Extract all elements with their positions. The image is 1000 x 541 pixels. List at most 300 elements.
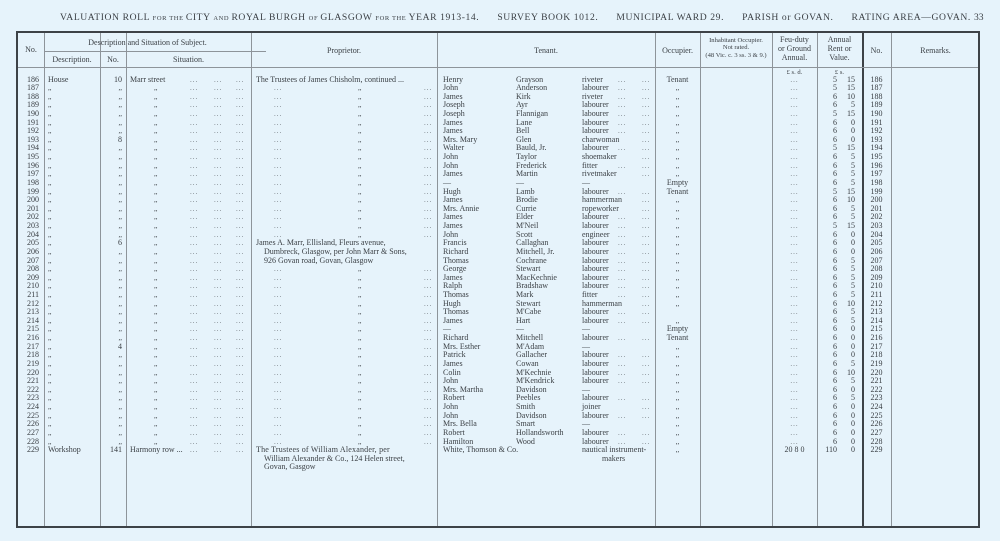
tenant-surname: Bauld, Jr. bbox=[516, 143, 547, 153]
leader-dots: ... bbox=[642, 299, 651, 308]
tenant-first-name: James bbox=[443, 117, 463, 127]
tenant-surname: — bbox=[516, 324, 524, 334]
tenant-first-name: — bbox=[443, 324, 451, 334]
feu-duty: ... bbox=[790, 170, 799, 179]
situation: ,, bbox=[154, 403, 158, 412]
leader-dots: ... bbox=[214, 420, 223, 429]
leader-dots: ... bbox=[190, 299, 199, 308]
row-number-right: 223 bbox=[870, 393, 883, 403]
rent-pounds: 6 bbox=[833, 350, 837, 360]
leader-dots: ... bbox=[618, 316, 627, 325]
leader-dots: ... bbox=[236, 428, 245, 437]
leader-dots: ... bbox=[274, 118, 283, 127]
row-number: 207 bbox=[27, 255, 39, 265]
row-number-right: 213 bbox=[870, 307, 883, 317]
occupier: ,, bbox=[675, 265, 680, 274]
leader-dots: ... bbox=[618, 109, 627, 118]
house-number: ,, bbox=[118, 291, 122, 299]
occupier: ,, bbox=[675, 359, 680, 368]
leader-dots: ... bbox=[274, 265, 283, 274]
leader-dots: ... bbox=[214, 75, 223, 84]
tenant-surname: Stewart bbox=[516, 264, 541, 274]
rent-pounds: 6 bbox=[833, 307, 837, 317]
title-fragment: YEAR 1913-14. bbox=[408, 12, 480, 23]
leader-dots: ... bbox=[190, 101, 199, 110]
tenant-surname: Currie bbox=[516, 203, 537, 213]
description: ,, bbox=[48, 153, 52, 162]
row-number-right: 228 bbox=[870, 436, 883, 446]
description: ,, bbox=[48, 256, 52, 265]
feu-duty: ... bbox=[790, 282, 799, 291]
tenant-surname: Mark bbox=[516, 290, 534, 299]
tenant-surname: M'Adam bbox=[516, 341, 545, 351]
proprietor-continuation: Govan, Gasgow bbox=[264, 462, 316, 472]
tenant-occupation: labourer bbox=[582, 221, 609, 231]
leader-dots: ... bbox=[236, 411, 245, 420]
row-number-right: 200 bbox=[870, 195, 883, 205]
house-number: ,, bbox=[118, 299, 122, 308]
feu-duty: 20 8 0 bbox=[784, 445, 805, 455]
title-fragment: FOR THE bbox=[152, 15, 186, 22]
house-number: ,, bbox=[118, 256, 122, 265]
leader-dots: ... bbox=[214, 213, 223, 222]
tenant-surname: M'Kendrick bbox=[516, 376, 555, 386]
rent-shillings: 5 bbox=[851, 160, 855, 170]
rent-pounds: 6 bbox=[833, 427, 837, 437]
description: ,, bbox=[48, 178, 52, 187]
leader-dots: ... bbox=[424, 101, 433, 110]
proprietor: ,, bbox=[358, 135, 362, 144]
house-number: ,, bbox=[118, 265, 122, 274]
leader-dots: ... bbox=[274, 127, 283, 136]
tenant-first-name: James bbox=[443, 212, 463, 222]
leader-dots: ... bbox=[618, 282, 627, 291]
house-number: ,, bbox=[118, 316, 122, 325]
proprietor: ,, bbox=[358, 170, 362, 179]
feu-duty: ... bbox=[790, 351, 799, 360]
rent-shillings: 5 bbox=[851, 281, 855, 291]
occupier: ,, bbox=[675, 101, 680, 110]
situation: ,, bbox=[154, 437, 158, 446]
tenant-occupation: labourer bbox=[582, 117, 609, 127]
row-number: 204 bbox=[27, 229, 39, 239]
leader-dots: ... bbox=[236, 334, 245, 343]
rent-shillings: 0 bbox=[851, 117, 855, 127]
leader-dots: ... bbox=[236, 230, 245, 239]
row-number-right: 197 bbox=[870, 169, 883, 179]
municipal-ward: MUNICIPAL WARD 29. bbox=[616, 12, 725, 23]
rent-shillings: 10 bbox=[847, 298, 855, 308]
description: ,, bbox=[48, 161, 52, 170]
occupier: ,, bbox=[675, 109, 680, 118]
description: ,, bbox=[48, 437, 52, 446]
rent-pounds: 110 bbox=[825, 445, 837, 455]
leader-dots: ... bbox=[642, 222, 651, 231]
leader-dots: ... bbox=[642, 144, 651, 153]
proprietor: ,, bbox=[358, 291, 362, 299]
occupier: ,, bbox=[675, 446, 680, 455]
occupier: ,, bbox=[675, 135, 680, 144]
rent-shillings: 5 bbox=[851, 100, 855, 110]
rent-shillings: 5 bbox=[851, 169, 855, 179]
leader-dots: ... bbox=[214, 187, 223, 196]
leader-dots: ... bbox=[190, 316, 199, 325]
leader-dots: ... bbox=[618, 351, 627, 360]
description: House bbox=[48, 74, 69, 84]
row-number-right: 229 bbox=[870, 445, 883, 455]
tenant-surname: MacKechnie bbox=[516, 272, 557, 282]
header-feu-line: Annual. bbox=[781, 53, 808, 62]
header-description: Description. bbox=[52, 55, 92, 64]
occupier: ,, bbox=[675, 351, 680, 360]
rent-shillings: 15 bbox=[847, 221, 855, 231]
occupier: Empty bbox=[666, 177, 689, 187]
header-sub-no: No. bbox=[107, 55, 119, 64]
leader-dots: ... bbox=[214, 178, 223, 187]
leader-dots: ... bbox=[274, 282, 283, 291]
tenant-first-name: John bbox=[443, 410, 459, 420]
description: ,, bbox=[48, 84, 52, 93]
tenant-first-name: John bbox=[443, 83, 459, 93]
feu-duty: ... bbox=[790, 428, 799, 437]
leader-dots: ... bbox=[214, 394, 223, 403]
occupier: ,, bbox=[675, 403, 680, 412]
leader-dots: ... bbox=[236, 316, 245, 325]
situation: ,, bbox=[154, 342, 158, 351]
row-number: 211 bbox=[27, 290, 39, 299]
tenant-occupation: labourer bbox=[582, 272, 609, 282]
description: ,, bbox=[48, 187, 52, 196]
row-number: 188 bbox=[27, 91, 39, 101]
house-number: ,, bbox=[118, 84, 122, 93]
leader-dots: ... bbox=[214, 239, 223, 248]
leader-dots: ... bbox=[274, 273, 283, 282]
leader-dots: ... bbox=[214, 161, 223, 170]
rent-shillings: 0 bbox=[851, 246, 855, 256]
leader-dots: ... bbox=[214, 308, 223, 317]
leader-dots: ... bbox=[274, 92, 283, 101]
tenant-occupation: nautical instrument- bbox=[582, 445, 647, 455]
situation: ,, bbox=[154, 368, 158, 377]
proprietor: ,, bbox=[358, 222, 362, 231]
rent-pounds: 6 bbox=[833, 91, 837, 101]
leader-dots: ... bbox=[618, 247, 627, 256]
header-inhabitant-line: (48 Vic. c. 3 ss. 3 & 9.) bbox=[705, 51, 767, 59]
leader-dots: ... bbox=[214, 273, 223, 282]
feu-duty: ... bbox=[790, 161, 799, 170]
leader-dots: ... bbox=[274, 411, 283, 420]
leader-dots: ... bbox=[424, 359, 433, 368]
tenant-first-name: James bbox=[443, 315, 463, 325]
proprietor: ,, bbox=[358, 411, 362, 420]
house-number: 6 bbox=[118, 238, 122, 248]
proprietor: ,, bbox=[358, 377, 362, 386]
leader-dots: ... bbox=[190, 359, 199, 368]
leader-dots: ... bbox=[424, 222, 433, 231]
leader-dots: ... bbox=[274, 334, 283, 343]
description: ,, bbox=[48, 420, 52, 429]
rent-shillings: 15 bbox=[847, 74, 855, 84]
leader-dots: ... bbox=[236, 213, 245, 222]
leader-dots: ... bbox=[642, 437, 651, 446]
tenant-first-name: Richard bbox=[443, 246, 469, 256]
leader-dots: ... bbox=[424, 161, 433, 170]
leader-dots: ... bbox=[190, 230, 199, 239]
row-number: 197 bbox=[27, 169, 39, 179]
tenant-first-name: Thomas bbox=[443, 290, 469, 299]
row-number-right: 209 bbox=[870, 272, 883, 282]
tenant-surname: Elder bbox=[516, 212, 534, 222]
feu-duty: ... bbox=[790, 135, 799, 144]
row-number: 191 bbox=[27, 117, 39, 127]
leader-dots: ... bbox=[618, 213, 627, 222]
header-rent-line: Annual bbox=[827, 35, 852, 44]
leader-dots: ... bbox=[274, 213, 283, 222]
proprietor: ,, bbox=[358, 92, 362, 101]
row-number: 215 bbox=[27, 324, 39, 334]
leader-dots: ... bbox=[274, 161, 283, 170]
description: Workshop bbox=[48, 445, 81, 455]
leader-dots: ... bbox=[236, 222, 245, 231]
feu-duty: ... bbox=[790, 222, 799, 231]
leader-dots: ... bbox=[190, 196, 199, 205]
leader-dots: ... bbox=[274, 101, 283, 110]
row-number-right: 208 bbox=[870, 264, 883, 274]
leader-dots: ... bbox=[190, 75, 199, 84]
leader-dots: ... bbox=[236, 187, 245, 196]
row-number-right: 189 bbox=[870, 100, 883, 110]
situation: ,, bbox=[154, 308, 158, 317]
leader-dots: ... bbox=[274, 368, 283, 377]
leader-dots: ... bbox=[618, 411, 627, 420]
row-number-right: 210 bbox=[870, 281, 883, 291]
feu-duty: ... bbox=[790, 239, 799, 248]
row-number: 200 bbox=[27, 195, 39, 205]
leader-dots: ... bbox=[274, 316, 283, 325]
row-number: 213 bbox=[27, 307, 39, 317]
rent-pounds: 6 bbox=[833, 376, 837, 386]
house-number: 8 bbox=[118, 134, 122, 144]
situation: ,, bbox=[154, 161, 158, 170]
description: ,, bbox=[48, 92, 52, 101]
tenant-occupation: labourer bbox=[582, 238, 609, 248]
leader-dots: ... bbox=[236, 446, 245, 455]
leader-dots: ... bbox=[642, 84, 651, 93]
rent-shillings: 5 bbox=[851, 376, 855, 386]
leader-dots: ... bbox=[642, 377, 651, 386]
header-remarks: Remarks. bbox=[920, 46, 951, 55]
tenant-surname: M'Neil bbox=[516, 221, 539, 231]
feu-duty: ... bbox=[790, 385, 799, 394]
leader-dots: ... bbox=[214, 437, 223, 446]
leader-dots: ... bbox=[214, 135, 223, 144]
leader-dots: ... bbox=[214, 359, 223, 368]
house-number: ,, bbox=[118, 187, 122, 196]
tenant-occupation: — bbox=[582, 324, 590, 334]
tenant-surname: Gallacher bbox=[516, 350, 548, 360]
tenant-first-name: John bbox=[443, 229, 459, 239]
rent-pounds: 6 bbox=[833, 419, 837, 429]
occupier: ,, bbox=[675, 316, 680, 325]
proprietor: ,, bbox=[358, 299, 362, 308]
description: ,, bbox=[48, 385, 52, 394]
leader-dots: ... bbox=[424, 196, 433, 205]
occupier: ,, bbox=[675, 230, 680, 239]
leader-dots: ... bbox=[236, 403, 245, 412]
house-number: ,, bbox=[118, 178, 122, 187]
tenant-occupation: hammerman bbox=[582, 298, 622, 308]
leader-dots: ... bbox=[642, 153, 651, 162]
header-rent-units: £ s. bbox=[834, 69, 845, 76]
leader-dots: ... bbox=[618, 230, 627, 239]
leader-dots: ... bbox=[642, 291, 651, 299]
leader-dots: ... bbox=[214, 342, 223, 351]
leader-dots: ... bbox=[214, 170, 223, 179]
tenant-first-name: James bbox=[443, 358, 463, 368]
description: ,, bbox=[48, 351, 52, 360]
leader-dots: ... bbox=[190, 247, 199, 256]
proprietor: ,, bbox=[358, 316, 362, 325]
survey-book: SURVEY BOOK 1012. bbox=[497, 12, 599, 23]
situation: ,, bbox=[154, 187, 158, 196]
leader-dots: ... bbox=[190, 187, 199, 196]
rent-pounds: 6 bbox=[833, 358, 837, 368]
tenant-surname: Glen bbox=[516, 134, 532, 144]
tenant-surname: Hart bbox=[516, 315, 531, 325]
row-number: 205 bbox=[27, 238, 39, 248]
header-feu-duty bbox=[772, 35, 817, 62]
occupier: Empty bbox=[666, 324, 689, 334]
house-number: ,, bbox=[118, 92, 122, 101]
feu-duty: ... bbox=[790, 265, 799, 274]
tenant-occupation: — bbox=[582, 177, 590, 187]
leader-dots: ... bbox=[642, 109, 651, 118]
tenant-occupation: rivetmaker bbox=[582, 169, 617, 179]
leader-dots: ... bbox=[190, 144, 199, 153]
feu-duty: ... bbox=[790, 342, 799, 351]
occupier: ,, bbox=[675, 196, 680, 205]
leader-dots: ... bbox=[274, 153, 283, 162]
rent-pounds: 6 bbox=[833, 203, 837, 213]
description: ,, bbox=[48, 127, 52, 136]
tenant-first-name: Walter bbox=[443, 143, 465, 153]
leader-dots: ... bbox=[214, 247, 223, 256]
description: ,, bbox=[48, 291, 52, 299]
description: ,, bbox=[48, 325, 52, 334]
leader-dots: ... bbox=[642, 92, 651, 101]
leader-dots: ... bbox=[424, 291, 433, 299]
tenant-surname: Wood bbox=[516, 436, 535, 446]
leader-dots: ... bbox=[274, 377, 283, 386]
leader-dots: ... bbox=[190, 256, 199, 265]
header-feu-line: Feu-duty bbox=[780, 35, 809, 44]
tenant-first-name: John bbox=[443, 402, 459, 412]
proprietor: ,, bbox=[358, 230, 362, 239]
tenant-surname: Lamb bbox=[516, 186, 535, 196]
proprietor: ,, bbox=[358, 161, 362, 170]
tenant-occupation: fitter bbox=[582, 290, 598, 299]
rent-pounds: 5 bbox=[833, 74, 837, 84]
leader-dots: ... bbox=[236, 127, 245, 136]
description: ,, bbox=[48, 394, 52, 403]
rent-pounds: 6 bbox=[833, 281, 837, 291]
rent-pounds: 6 bbox=[833, 177, 837, 187]
proprietor: ,, bbox=[358, 187, 362, 196]
row-number: 223 bbox=[27, 393, 39, 403]
tenant-surname: Stewart bbox=[516, 298, 541, 308]
rent-pounds: 6 bbox=[833, 255, 837, 265]
leader-dots: ... bbox=[190, 153, 199, 162]
situation: ,, bbox=[154, 101, 158, 110]
leader-dots: ... bbox=[214, 334, 223, 343]
occupier: ,, bbox=[675, 127, 680, 136]
house-number: ,, bbox=[118, 359, 122, 368]
proprietor: ,, bbox=[358, 359, 362, 368]
occupier: ,, bbox=[675, 239, 680, 248]
tenant-first-name: Joseph bbox=[443, 100, 465, 110]
header-description-group: Description and Situation of Subject. bbox=[88, 38, 207, 47]
occupier: ,, bbox=[675, 144, 680, 153]
description: ,, bbox=[48, 334, 52, 343]
rent-pounds: 6 bbox=[833, 152, 837, 162]
leader-dots: ... bbox=[424, 187, 433, 196]
rent-shillings: 15 bbox=[847, 186, 855, 196]
leader-dots: ... bbox=[190, 437, 199, 446]
feu-duty: ... bbox=[790, 230, 799, 239]
leader-dots: ... bbox=[618, 118, 627, 127]
description: ,, bbox=[48, 342, 52, 351]
leader-dots: ... bbox=[190, 403, 199, 412]
situation: Harmony row ... bbox=[130, 445, 183, 455]
leader-dots: ... bbox=[424, 135, 433, 144]
row-number-right: 199 bbox=[870, 186, 883, 196]
rent-shillings: 0 bbox=[851, 436, 855, 446]
tenant-first-name: James bbox=[443, 195, 463, 205]
tenant-surname: Smart bbox=[516, 419, 536, 429]
header-situation: Situation. bbox=[173, 55, 204, 64]
house-number: ,, bbox=[118, 230, 122, 239]
leader-dots: ... bbox=[274, 222, 283, 231]
row-number: 212 bbox=[27, 298, 39, 308]
leader-dots: ... bbox=[274, 196, 283, 205]
proprietor: ,, bbox=[358, 420, 362, 429]
tenant-occupation: labourer bbox=[582, 358, 609, 368]
description: ,, bbox=[48, 273, 52, 282]
description: ,, bbox=[48, 144, 52, 153]
leader-dots: ... bbox=[190, 428, 199, 437]
header-rule bbox=[18, 67, 978, 68]
house-number: ,, bbox=[118, 101, 122, 110]
leader-dots: ... bbox=[190, 204, 199, 213]
row-number-right: 194 bbox=[870, 143, 883, 153]
leader-dots: ... bbox=[424, 394, 433, 403]
house-number: ,, bbox=[118, 144, 122, 153]
occupier: Tenant bbox=[666, 186, 689, 196]
house-number: ,, bbox=[118, 394, 122, 403]
house-number: ,, bbox=[118, 368, 122, 377]
leader-dots: ... bbox=[190, 334, 199, 343]
leader-dots: ... bbox=[236, 265, 245, 274]
proprietor: ,, bbox=[358, 101, 362, 110]
leader-dots: ... bbox=[190, 127, 199, 136]
leader-dots: ... bbox=[190, 213, 199, 222]
leader-dots: ... bbox=[424, 420, 433, 429]
tenant-occupation: labourer bbox=[582, 186, 609, 196]
rent-pounds: 6 bbox=[833, 290, 837, 299]
description: ,, bbox=[48, 196, 52, 205]
rent-pounds: 6 bbox=[833, 315, 837, 325]
leader-dots: ... bbox=[618, 92, 627, 101]
